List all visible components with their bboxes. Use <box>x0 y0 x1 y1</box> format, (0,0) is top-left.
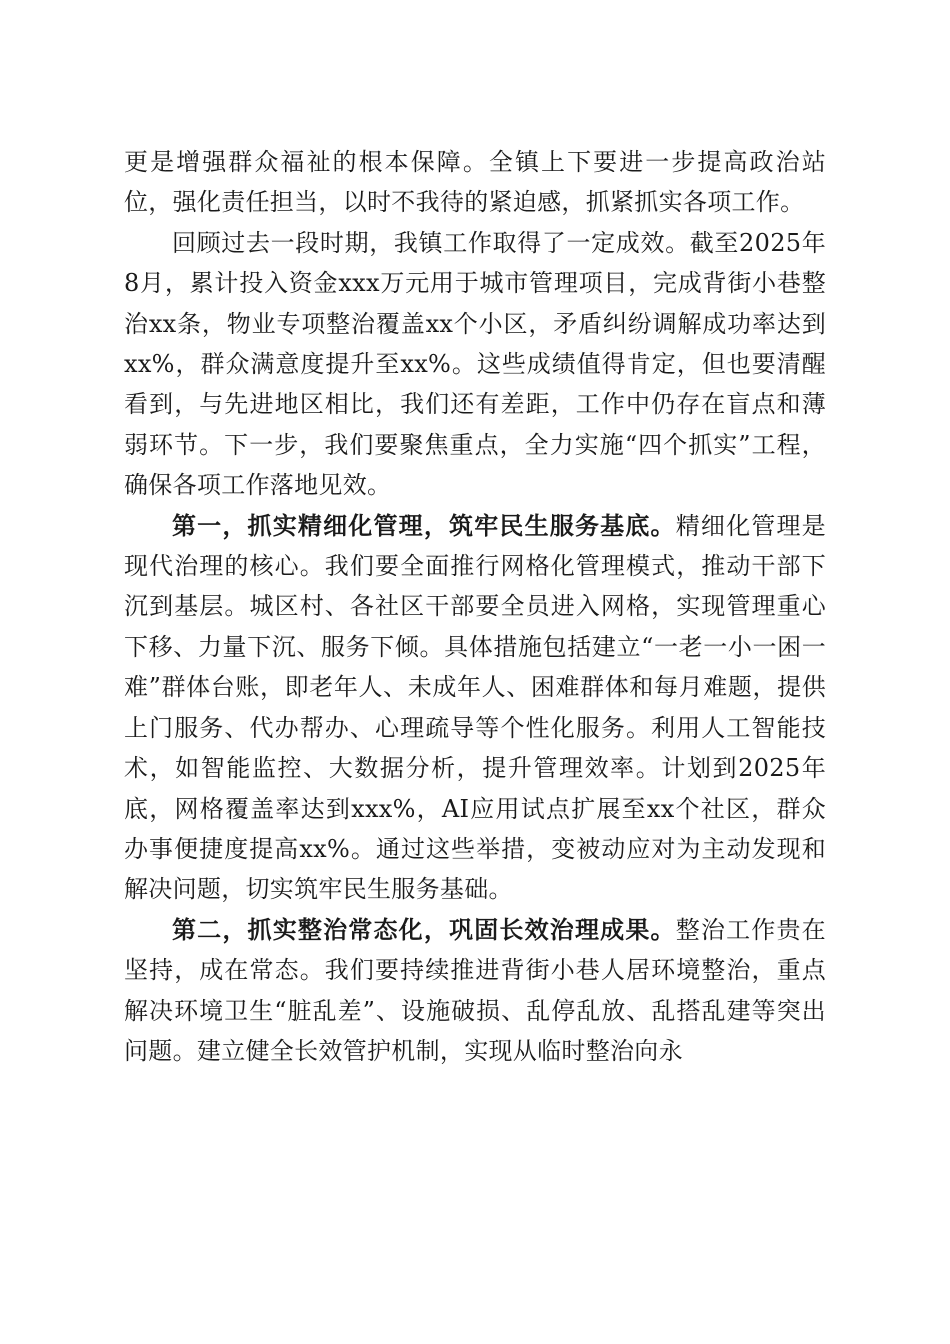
paragraph-text: 回顾过去一段时期，我镇工作取得了一定成效。截至2025年8月，累计投入资金xxx万元用于城市管理项目，完成背街小巷整治xx条，物业专项整治覆盖xx个小区，矛盾纠纷调解成功率达到xx%，群众满意度提升至xx%。这些成绩值得肯定，但也要清醒看到，与先进地区相比，我们还有差距，工作中仍存在盲点和薄弱环节。下一步，我们要聚焦重点，全力实施“四个抓实”工程，确保各项工作落地见效。 <box>124 228 826 500</box>
document-body <box>124 142 826 1071</box>
paragraph-lead-heading: 第一，抓实精细化管理，筑牢民生服务基底。 <box>172 510 676 540</box>
paragraph-lead-heading: 第二，抓实整治常态化，巩固长效治理成果。 <box>172 914 676 944</box>
paragraph-first-measure <box>124 506 826 910</box>
paragraph-review <box>124 223 826 506</box>
paragraph-text: 精细化管理是现代治理的核心。我们要全面推行网格化管理模式，推动干部下沉到基层。城区村、各社区干部要全员进入网格，实现管理重心下移、力量下沉、服务下倾。具体措施包括建立“一老一小一困一难”群体台账，即老年人、未成年人、困难群体和每月难题，提供上门服务、代办帮办、心理疏导等个性化服务。利用人工智能技术，如智能监控、大数据分析，提升管理效率。计划到2025年底，网格覆盖率达到xxx%，AI应用试点扩展至xx个社区，群众办事便捷度提高xx%。通过这些举措，变被动应对为主动发现和解决问题，切实筑牢民生服务基础。 <box>124 511 826 904</box>
paragraph-text: 整治工作贵在坚持，成在常态。我们要持续推进背街小巷人居环境整治，重点解决环境卫生“脏乱差”、设施破损、乱停乱放、乱搭乱建等突出问题。建立健全长效管护机制，实现从临时整治向永 <box>124 915 826 1065</box>
paragraph-text: 更是增强群众福祉的根本保障。全镇上下要进一步提高政治站位，强化责任担当，以时不我待的紧迫感，抓紧抓实各项工作。 <box>124 148 826 217</box>
paragraph-second-measure <box>124 910 826 1072</box>
paragraph-intro-continued <box>124 142 826 223</box>
